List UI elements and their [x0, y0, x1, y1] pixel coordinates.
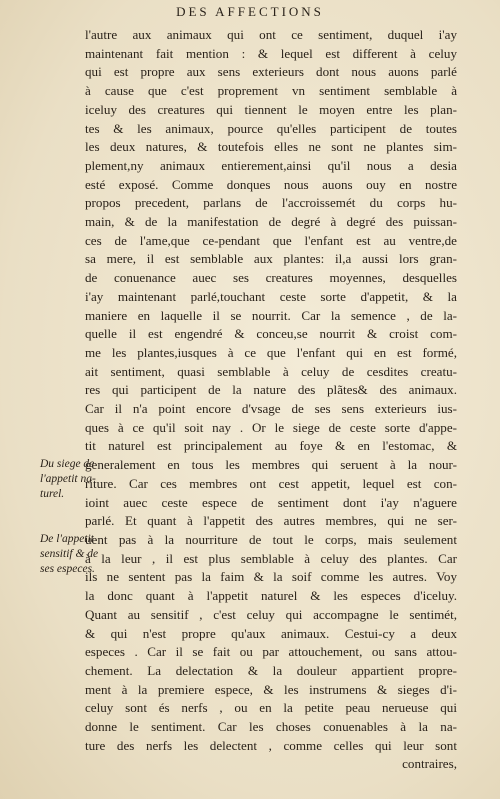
- text-line: especes . Car il se fait ou par attouchement, ou sans attou-: [85, 644, 457, 660]
- text-line: de conuenance auec ses creatures moyennes, desquelles: [85, 270, 457, 286]
- text-line: contraires,: [402, 756, 457, 772]
- text-line: chement. La delectation & la douleur appartient propre-: [85, 662, 457, 678]
- text-line: ils ne sentent pas la faim & la soif comme les autres. Voy: [85, 569, 457, 585]
- text-line: donne le sentiment. Car les choses conuenables à la na-: [85, 719, 457, 735]
- text-line: parlé. Et quant à l'appetit des autres membres, qui ne ser-: [85, 513, 457, 529]
- text-line: ment à la premiere espece, & les instrumens & sieges d'i-: [85, 681, 457, 697]
- margin-note-line: l'appetit na-: [40, 473, 96, 485]
- text-line: & qui n'est propre qu'aux animaux. Cestui-cy a deux: [85, 625, 457, 641]
- text-line: me les plantes,iusques à ce que l'enfant qui en est formé,: [85, 344, 457, 360]
- text-line: main, & de la manifestation de degré à degré des puissan-: [85, 214, 457, 230]
- margin-note-line: sensitif & de: [40, 548, 99, 560]
- text-line: uent pas à la nourriture de tout le corps, mais seulement: [85, 531, 457, 547]
- margin-note-line: turel.: [40, 488, 65, 500]
- text-line: maniere en laquelle il se nourrit. Car la semence , de la-: [85, 307, 457, 323]
- text-line: quelle il est engendré & conceu,se nourrit & croist com-: [85, 326, 457, 342]
- text-line: celuy sont és nerfs , ou en la petite peau nerueuse qui: [85, 700, 457, 716]
- text-line: à la leur , il est plus semblable à celuy des plantes. Car: [85, 550, 457, 566]
- text-line: ces de l'ame,que ce-pendant que l'enfant est au ventre,de: [85, 232, 457, 248]
- running-header: DES AFFECTIONS: [176, 4, 324, 19]
- margin-note-line: De l'appetit: [40, 533, 94, 545]
- text-line: les deux natures, & toutefois elles ne sont ne plantes sim-: [85, 139, 457, 155]
- text-line: ture des nerfs les delectent , comme celles qui leur sont: [85, 737, 457, 753]
- text-line: Car il n'a point encore d'vsage de ses sens exterieurs ius-: [85, 401, 457, 417]
- text-line: Quant au sensitif , c'est celuy qui accompagne le sentimét,: [85, 606, 457, 622]
- text-line: esté exposé. Comme donques nous auons ouy en nostre: [85, 176, 457, 192]
- margin-note-line: ses especes.: [40, 563, 95, 575]
- text-line: plement,ny animaux entierement,ainsi qu'il nous a desia: [85, 157, 457, 173]
- main-text-block: [85, 26, 457, 774]
- text-line: res qui participent de la nature des plãtes& des animaux.: [85, 382, 457, 398]
- text-line: ait sentiment, quasi semblable à celuy de cesdites creatu-: [85, 363, 457, 379]
- text-line: maintenant fait mention : & lequel est different à celuy: [85, 45, 457, 61]
- text-line: tes & les animaux, pource qu'elles participent de toutes: [85, 120, 457, 136]
- text-line: ques à ce qu'il soit nay . Or le siege de ceste sorte d'appe-: [85, 419, 457, 435]
- text-line: iceluy des creatures qui tiennent le moyen entre les plan-: [85, 101, 457, 117]
- text-line: tit naturel est principalement au foye & en l'estomac, &: [85, 438, 457, 454]
- text-line: propos precedent, parlans de l'accroissemét du corps hu-: [85, 195, 457, 211]
- text-line: l'autre aux animaux qui ont ce sentiment, duquel i'ay: [85, 27, 457, 42]
- text-line: i'ay maintenant parlé,touchant ceste sorte d'appetit, & la: [85, 288, 457, 304]
- text-line: ioint auec ceste espece de sentiment dont i'ay n'aguere: [85, 494, 457, 510]
- margin-note-sensitive-appetite: [40, 532, 99, 577]
- text-line: la donc quant à l'appetit naturel & les especes d'iceluy.: [85, 588, 457, 604]
- text-line: generalement en tous les membres qui seruent à la nour-: [85, 457, 457, 473]
- text-line: sa mere, il est semblable aux plantes: il,a aussi lors gran-: [85, 251, 457, 267]
- text-line: riture. Car ces membres ont cest appetit, lequel est con-: [85, 475, 457, 491]
- margin-note-natural-appetite: [40, 457, 96, 502]
- text-line: qui est propre aux sens exterieurs dont nous auons parlé: [85, 64, 457, 80]
- text-line: à cause que c'est proprement vn sentiment semblable à: [85, 83, 457, 99]
- margin-note-line: Du siege de: [40, 458, 95, 470]
